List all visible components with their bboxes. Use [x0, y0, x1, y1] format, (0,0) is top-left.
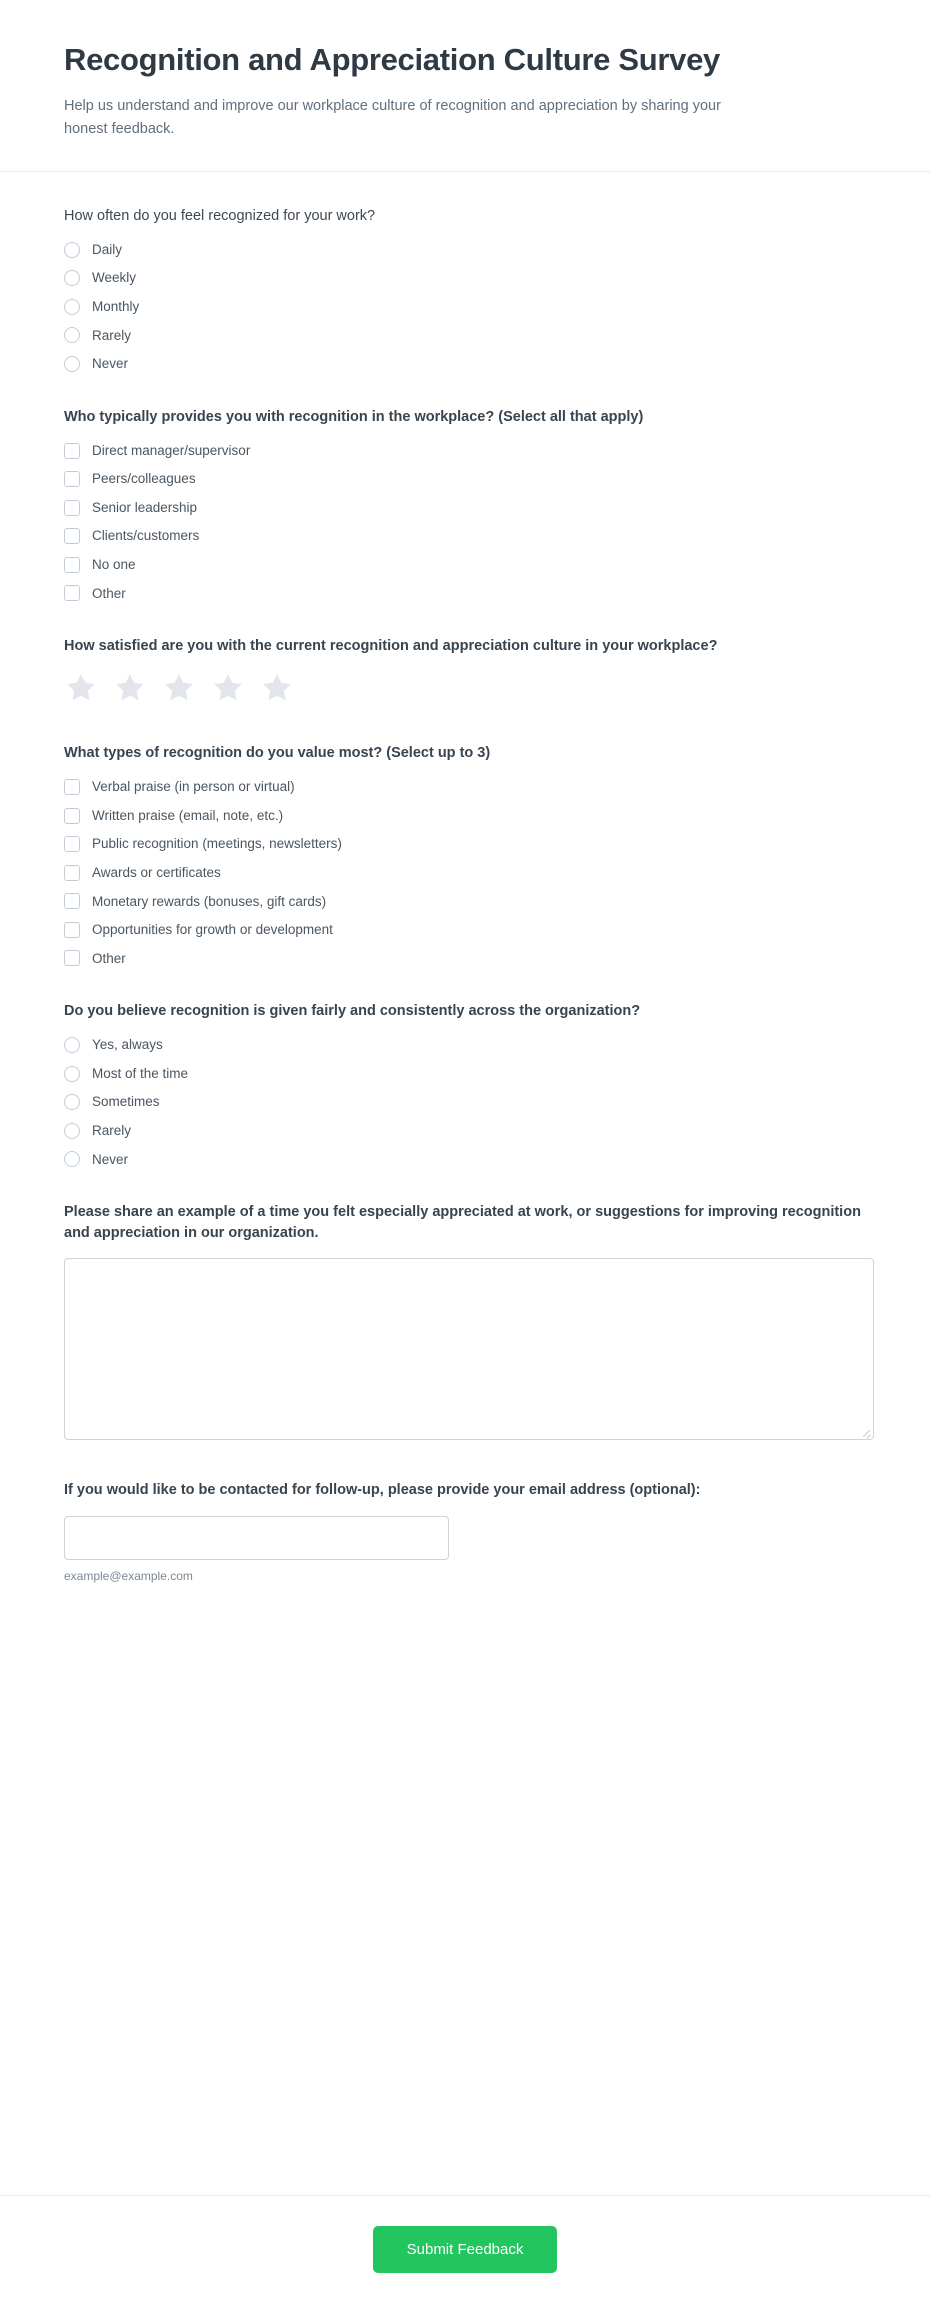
checkbox-group-recognition-providers [64, 442, 866, 602]
option-label: Awards or certificates [92, 865, 221, 880]
checkbox-square-icon[interactable] [64, 808, 80, 824]
star-icon[interactable] [64, 671, 98, 709]
open-feedback-textarea-wrapper[interactable] [64, 1258, 874, 1440]
option-label: Verbal praise (in person or virtual) [92, 779, 295, 795]
question-open-feedback [64, 1202, 866, 1440]
option-label: Never [92, 356, 129, 372]
checkbox-option[interactable] [64, 921, 866, 939]
option-label: Clients/customers [92, 528, 200, 544]
checkbox-square-icon[interactable] [64, 443, 80, 459]
option-label: Monthly [92, 298, 140, 314]
radio-option[interactable] [64, 1151, 866, 1169]
checkbox-square-icon[interactable] [64, 950, 80, 966]
option-label: Sometimes [92, 1094, 160, 1110]
radio-circle-icon[interactable] [64, 1066, 80, 1082]
option-label: No one [92, 556, 136, 572]
radio-circle-icon[interactable] [64, 1151, 80, 1167]
radio-circle-icon[interactable] [64, 1037, 80, 1053]
checkbox-square-icon[interactable] [64, 500, 80, 516]
checkbox-square-icon[interactable] [64, 585, 80, 601]
page-title: Recognition and Appreciation Culture Survey [64, 42, 720, 77]
radio-group-fairness [64, 1036, 866, 1168]
checkbox-square-icon[interactable] [64, 893, 80, 909]
question-recognition-providers [64, 407, 866, 602]
radio-circle-icon[interactable] [64, 242, 80, 258]
checkbox-option[interactable] [64, 527, 866, 545]
checkbox-option[interactable] [64, 556, 866, 574]
option-label: Monetary rewards (bonuses, gift cards) [92, 893, 327, 909]
radio-circle-icon[interactable] [64, 1094, 80, 1110]
checkbox-square-icon[interactable] [64, 865, 80, 881]
email-hint: example@example.com [64, 1568, 193, 1583]
question-recognition-frequency [64, 206, 866, 373]
question-label: Do you believe recognition is given fairly and consistently across the organization? [64, 1003, 641, 1020]
form-description: Help us understand and improve our workplace culture of recognition and appreciation by sharing your honest feedback. [64, 97, 721, 137]
radio-option[interactable] [64, 241, 866, 259]
star-icon[interactable] [162, 671, 196, 709]
option-label: Public recognition (meetings, newsletters) [92, 836, 342, 852]
checkbox-option[interactable] [64, 470, 866, 488]
radio-option[interactable] [64, 1036, 866, 1054]
question-label: Please share an example of a time you felt especially appreciated at work, or suggestions for improving recognition and appreciation in our organization. [64, 1204, 861, 1242]
checkbox-square-icon[interactable] [64, 836, 80, 852]
option-label: Peers/colleagues [92, 471, 196, 487]
radio-option[interactable] [64, 269, 866, 287]
checkbox-square-icon[interactable] [64, 557, 80, 573]
option-label: Weekly [92, 270, 137, 286]
question-label: Who typically provides you with recognition in the workplace? (Select all that apply) [64, 408, 644, 425]
star-icon[interactable] [260, 671, 294, 709]
checkbox-option[interactable] [64, 950, 866, 968]
checkbox-option[interactable] [64, 778, 866, 796]
option-label: Other [92, 585, 126, 601]
radio-circle-icon[interactable] [64, 270, 80, 286]
question-fairness [64, 1001, 866, 1168]
resize-handle-icon[interactable] [861, 1427, 871, 1437]
option-label: Direct manager/supervisor [92, 442, 251, 458]
radio-group-recognition-frequency [64, 241, 866, 373]
checkbox-square-icon[interactable] [64, 471, 80, 487]
form-footer [0, 2195, 930, 2313]
option-label: Opportunities for growth or development [92, 922, 333, 938]
star-icon[interactable] [211, 671, 245, 709]
form-header [0, 0, 930, 172]
radio-option[interactable] [64, 355, 866, 373]
option-label: Daily [92, 241, 123, 257]
option-label: Never [92, 1151, 129, 1167]
option-label: Senior leadership [92, 499, 198, 515]
option-label: Most of the time [92, 1065, 189, 1081]
radio-option[interactable] [64, 298, 866, 316]
question-label: How often do you feel recognized for your work? [64, 207, 376, 224]
question-label: How satisfied are you with the current recognition and appreciation culture in your workplace? [64, 638, 718, 655]
question-email-followup [64, 1480, 866, 1582]
radio-option[interactable] [64, 1093, 866, 1111]
option-label: Written praise (email, note, etc.) [92, 807, 284, 823]
checkbox-group-valued-recognition-types [64, 778, 866, 967]
checkbox-option[interactable] [64, 585, 866, 603]
question-satisfaction-rating [64, 636, 866, 709]
option-label: Yes, always [92, 1037, 163, 1053]
star-rating[interactable] [64, 671, 866, 709]
checkbox-option[interactable] [64, 442, 866, 460]
form-body [0, 172, 930, 2195]
submit-button[interactable]: Submit Feedback [373, 2226, 558, 2273]
checkbox-square-icon[interactable] [64, 779, 80, 795]
star-icon[interactable] [113, 671, 147, 709]
checkbox-option[interactable] [64, 499, 866, 517]
radio-option[interactable] [64, 327, 866, 345]
open-feedback-textarea[interactable] [65, 1259, 873, 1439]
checkbox-square-icon[interactable] [64, 922, 80, 938]
question-valued-recognition-types [64, 743, 866, 967]
radio-circle-icon[interactable] [64, 299, 80, 315]
option-label: Rarely [92, 327, 132, 343]
email-field[interactable] [64, 1516, 449, 1560]
question-label: If you would like to be contacted for follow-up, please provide your email address (optional): [64, 1482, 701, 1499]
option-label: Other [92, 950, 126, 966]
radio-circle-icon[interactable] [64, 1123, 80, 1139]
radio-circle-icon[interactable] [64, 327, 80, 343]
radio-option[interactable] [64, 1122, 866, 1140]
radio-circle-icon[interactable] [64, 356, 80, 372]
option-label: Rarely [92, 1122, 132, 1138]
question-label: What types of recognition do you value most? (Select up to 3) [64, 745, 491, 762]
checkbox-option[interactable] [64, 807, 866, 825]
radio-option[interactable] [64, 1065, 866, 1083]
checkbox-option[interactable] [64, 893, 866, 911]
checkbox-option[interactable] [64, 835, 866, 853]
checkbox-square-icon[interactable] [64, 528, 80, 544]
checkbox-option[interactable] [64, 864, 866, 882]
